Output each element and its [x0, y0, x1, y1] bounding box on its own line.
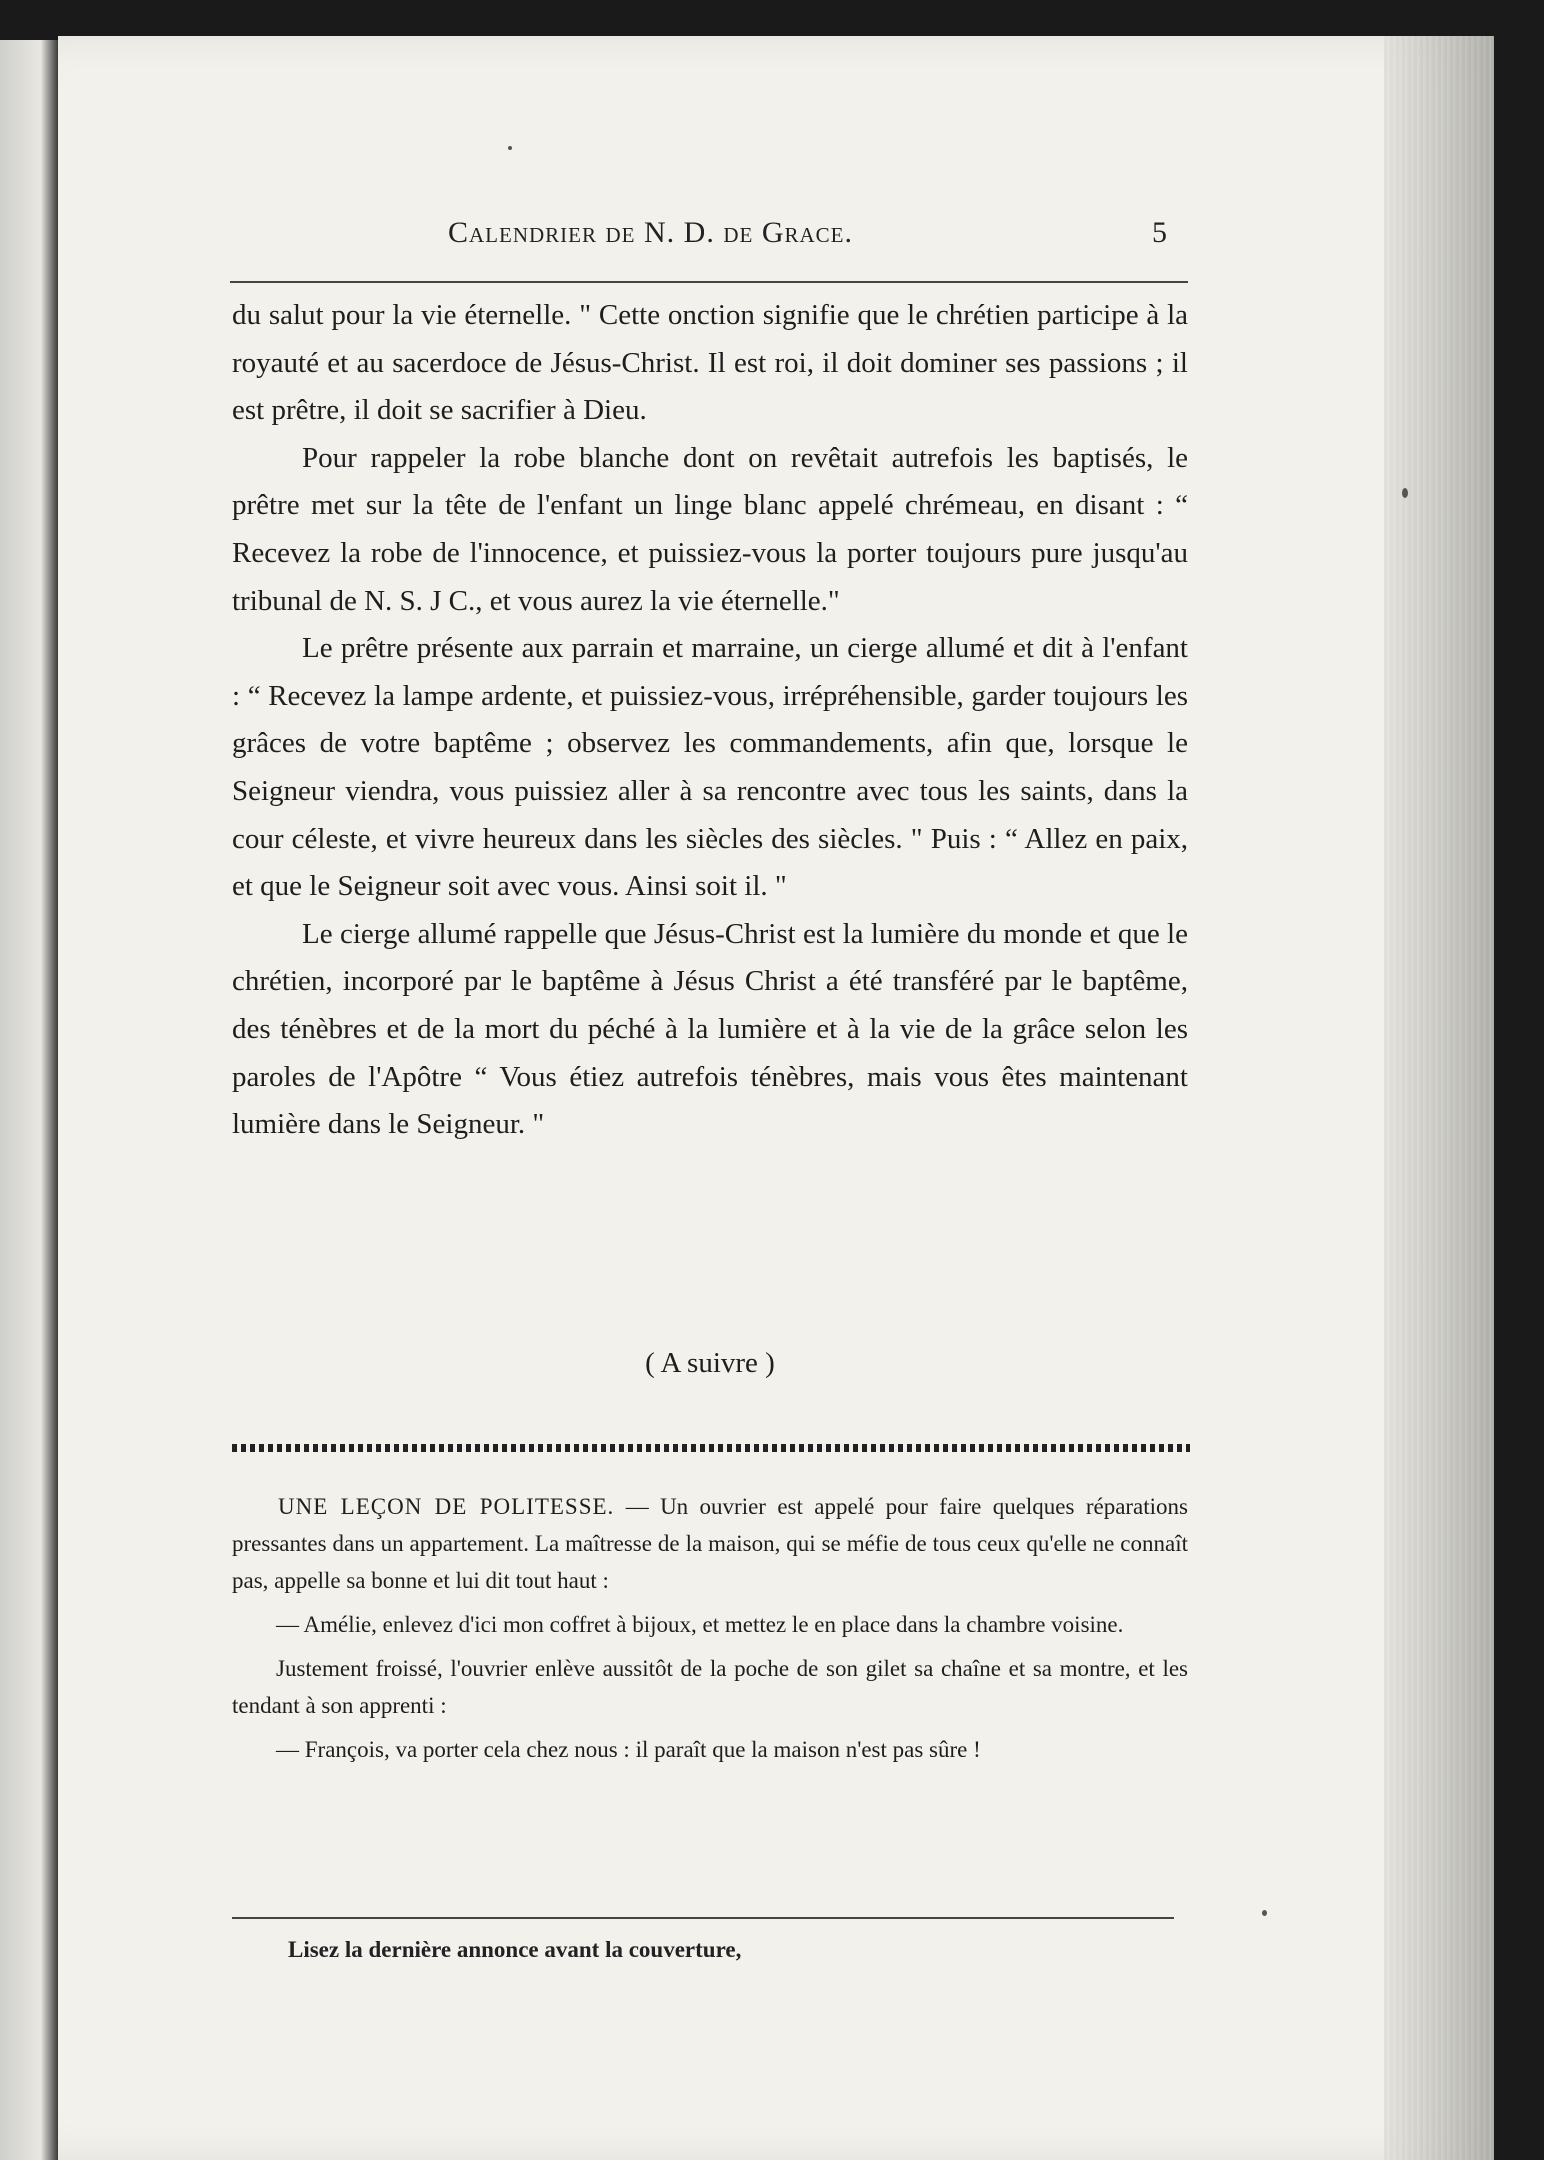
- paragraph: Le prêtre présente aux parrain et marraine, un cierge allumé et dit à l'enfant : “ Recevez la lampe ardente, et puissiez-vous, irrépréhensible, garder toujours les grâces de votre baptême ; observez les commandements, afin que, lorsque le Seigneur viendra, vous puissiez aller à sa rencontre avec tous les saints, dans la cour céleste, et vivre heureux dans les siècles des siècles. " Puis : “ Allez en paix, et que le Seigneur soit avec vous. Ainsi soit il. ": [232, 632, 1188, 903]
- anecdote-section: [232, 1488, 1188, 1775]
- print-speck: [1262, 1910, 1267, 1916]
- print-speck: [508, 146, 512, 150]
- paragraph: Pour rappeler la robe blanche dont on revêtait autrefois les baptisés, le prêtre met sur la tête de l'enfant un linge blanc appelé chrémeau, en disant : “ Recevez la robe de l'innocence, et puissiez-vous la porter toujours pure jusqu'au tribunal de N. S. J C., et vous aurez la vie éternelle.": [232, 441, 1188, 617]
- header-rule: [230, 281, 1188, 283]
- anecdote-title: UNE LEÇON DE POLITESSE.: [278, 1494, 615, 1519]
- main-text: [232, 292, 1188, 1149]
- running-title: Calendrier de N. D. de Grace.: [448, 216, 853, 249]
- anecdote-text: — Un ouvrier est appelé pour faire quelques réparations pressantes dans un appartement. La maîtresse de la maison, qui se méfie de tous ceux qu'elle ne connaît pas, appelle sa bonne et lui dit tout haut :: [232, 1494, 1188, 1593]
- anecdote-paragraph: — François, va porter cela chez nous : il paraît que la maison n'est pas sûre !: [276, 1737, 981, 1762]
- page-number: 5: [1152, 216, 1167, 249]
- page-stack-edge: [1384, 36, 1494, 2160]
- anecdote-paragraph: Justement froissé, l'ouvrier enlève aussitôt de la poche de son gilet sa chaîne et sa montre, et les tendant à son apprenti :: [232, 1656, 1188, 1718]
- running-header: [448, 216, 948, 256]
- footer-notice: Lisez la dernière annonce avant la couverture,: [288, 1937, 742, 1962]
- anecdote-paragraph: [232, 1488, 1188, 1599]
- paragraph: du salut pour la vie éternelle. " Cette onction signifie que le chrétien participe à la royauté et au sacerdoce de Jésus-Christ. Il est roi, il doit dominer ses passions ; il est prêtre, il doit se sacrifier à Dieu.: [232, 299, 1188, 427]
- continuation-note: ( A suivre ): [645, 1347, 775, 1379]
- background: [1494, 36, 1544, 2160]
- paragraph: Le cierge allumé rappelle que Jésus-Christ est la lumière du monde et que le chrétien, incorporé par le baptême à Jésus Christ a été transféré par le baptême, des ténèbres et de la mort du péché à la lumière et à la vie de la grâce selon les paroles de l'Apôtre “ Vous étiez autrefois ténèbres, mais vous êtes maintenant lumière dans le Seigneur. ": [232, 917, 1188, 1141]
- dotted-separator: [232, 1444, 1190, 1452]
- footer-rule: [232, 1917, 1174, 1919]
- anecdote-paragraph: — Amélie, enlevez d'ici mon coffret à bijoux, et mettez le en place dans la chambre voisine.: [276, 1612, 1124, 1637]
- adjacent-page-edge: [0, 40, 58, 2160]
- print-speck: [1402, 488, 1408, 498]
